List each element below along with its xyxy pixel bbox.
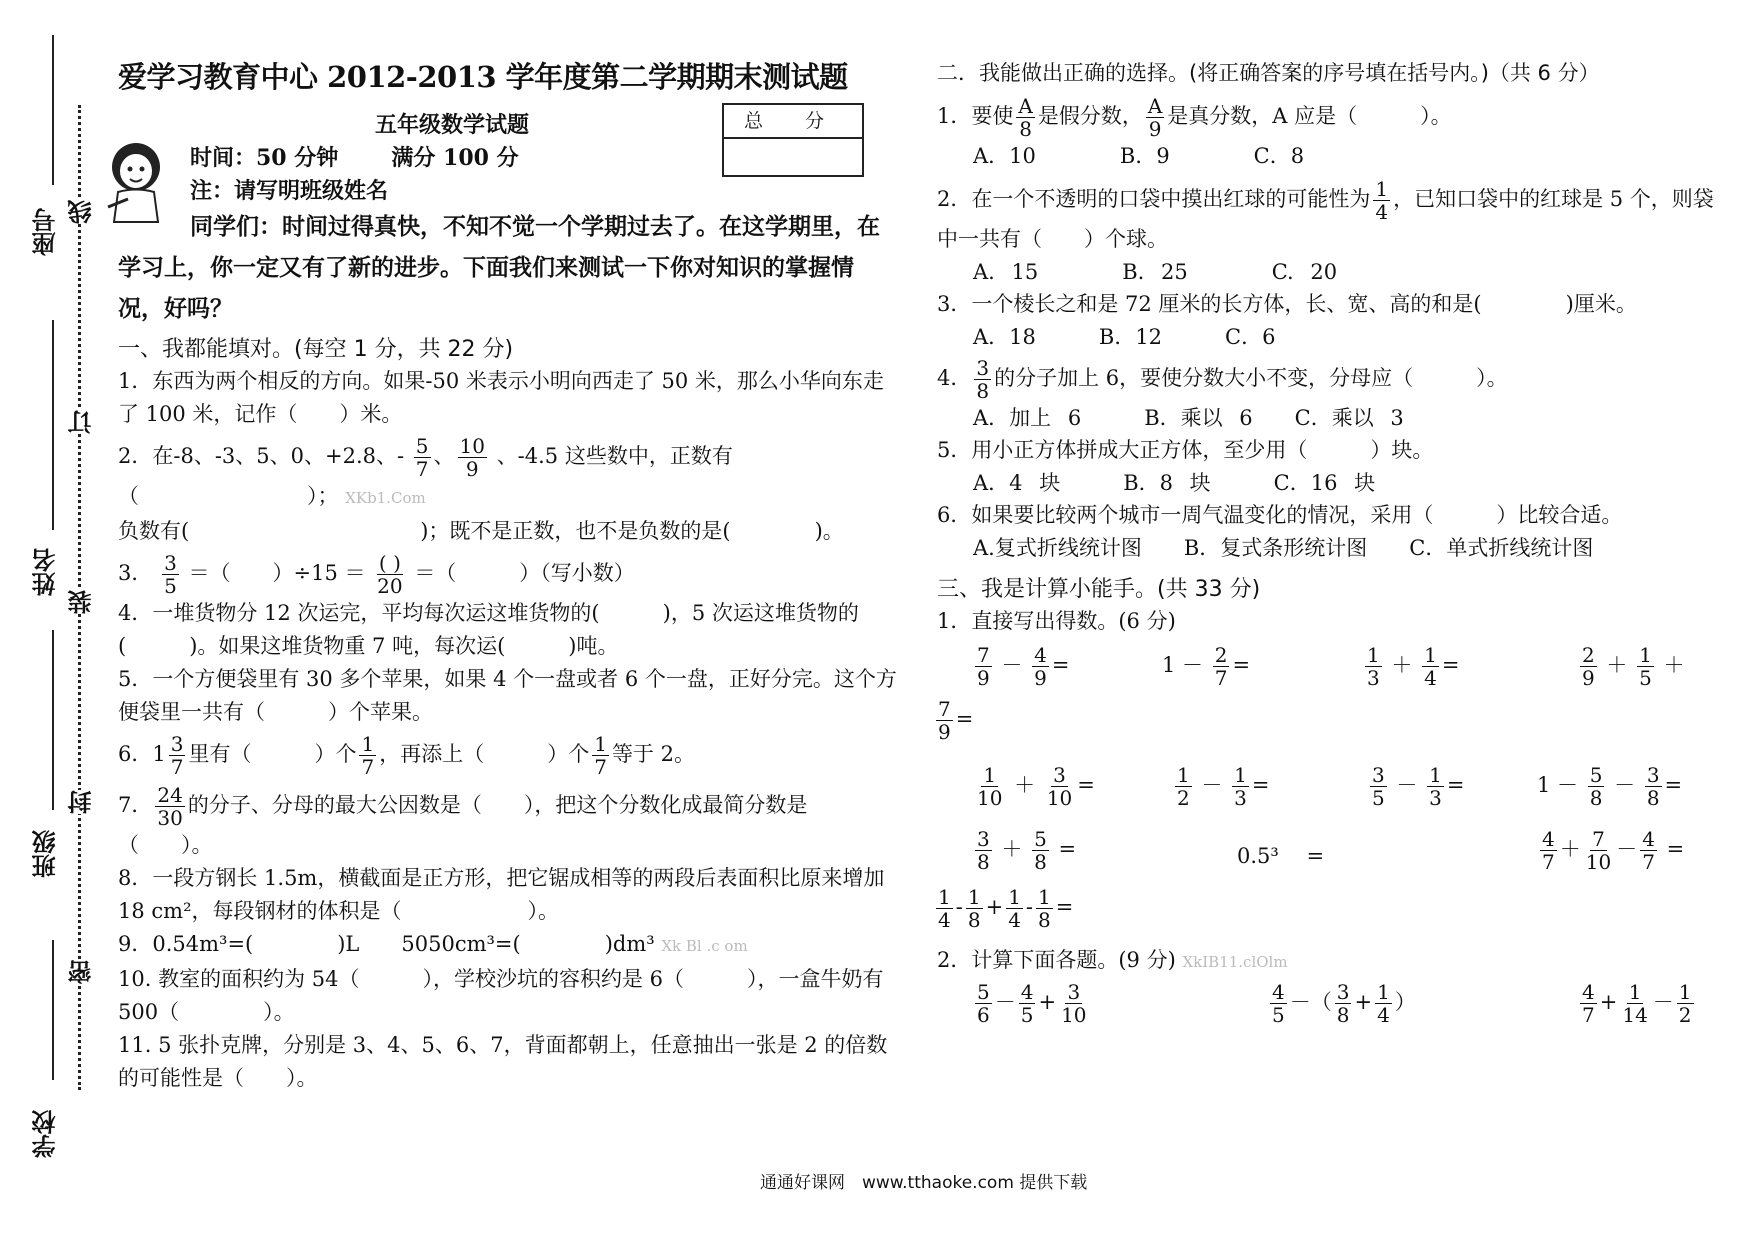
s1-q7 [118,784,898,862]
s1-q6 [118,733,898,778]
exam-subtitle: 五年级数学试题 [375,112,530,138]
s2-q1 [937,95,1727,140]
binding-line [52,630,54,810]
calc-item: 0.5³ = [1237,844,1325,868]
calc-row [937,758,1727,822]
fraction: $\frac{3}{5}$ [164,551,177,598]
s1-q2-negatives: 负数有( )；既不是正数，也不是负数的是( )。 [118,519,844,543]
s2-q2 [937,178,1727,256]
bind-char-seal: 封 [64,790,94,814]
total-score-box [722,103,864,177]
school-label: 学校 [32,1110,60,1158]
s1-q6-text: 6．1 [118,742,166,766]
binding-line [52,35,54,185]
calc-item: $\frac{3}{8}$ ＋ $\frac{5}{8}$ = [977,827,1077,874]
fraction: $\frac{10}{9}$ [459,434,485,481]
exam-title: 爱学习教育中心 2012-2013 学年度第二学期期末测试题 [118,60,848,94]
bind-char-line: 线 [64,200,94,224]
calc-item: 1 － $\frac{5}{8}$ － $\frac{3}{8}$ = [1537,763,1683,810]
exam-full-score: 满分 100 分 [391,145,519,171]
s2-q4-text: 的分子加上 6，要使分数大小不变，分母应（ ）。 [994,366,1508,390]
s1-q8: 8．一段方钢长 1.5m，横截面是正方形，把它锯成相等的两段后表面积比原来增加 18 cm²，每段钢材的体积是（ ）。 [118,866,885,923]
intro-paragraph: 同学们：时间过得真快，不知不觉一个学期过去了。在这学期里，在学习上，你一定又有了新的进步。下面我们来测试一下你对知识的掌握情况，好吗？ [118,214,880,322]
student-cartoon-icon [98,137,176,227]
calc-item: $\frac{1}{3}$ ＋ $\frac{1}{4}$ = [1367,643,1460,690]
s2-q4-options: A．加上 6 B．乘以 6 C．乘以 3 [973,406,1404,430]
calc-item: $\frac{1}{2}$ － $\frac{1}{3}$ = [1177,763,1270,810]
exam-time: 时间：50 分钟 [190,145,339,171]
s2-q4 [937,357,1727,402]
watermark: XkIB11.clOlm [1182,953,1288,971]
s2-q1-text: 是真分数，A 应是（ ）。 [1167,104,1452,128]
s2-q6: 6．如果要比较两个城市一周气温变化的情况，采用（ ）比较合适。 [937,503,1623,527]
exam-note: 注：请写明班级姓名 [190,178,389,204]
calc-row [937,979,1727,1043]
s1-q7-text: 的分子、分母的最大公因数是（ ），把这个分数化成最简分数是（ ）。 [118,793,808,857]
calc-item: $\frac{7}{9}$ － $\frac{4}{9}$ = [977,643,1070,690]
s2-q2-options: A. 15 B. 25 C. 20 [973,260,1338,284]
fraction: $\frac{( )}{20}$ [377,551,403,598]
calc-row [937,697,1727,758]
binding-line [52,940,54,1080]
s1-q6-text: 里有（ ）个 [188,742,357,766]
s1-q5: 5．一个方便袋里有 30 多个苹果，如果 4 个一盘或者 6 个一盘，正好分完。这个方便袋里一共有（ ）个苹果。 [118,667,897,724]
fraction: $\frac{3}{8}$ [976,356,990,403]
page-footer: 通通好课网 www.tthaoke.com 提供下载 [760,1173,1088,1193]
section1-title: 一、我都能填对。(每空 1 分，共 22 分) [118,337,514,362]
s1-q10: 10. 教室的面积约为 54（ ），学校沙坑的容积约是 6（ ），一盒牛奶有 500（ ）。 [118,967,884,1024]
s2-q4-text: 4． [937,366,972,390]
section2-title: 二．我能做出正确的选择。(将正确答案的序号填在括号内。)（共 6 分） [937,61,1600,85]
s2-q1-text: 是假分数， [1037,104,1143,128]
s1-q9-text: 9．0.54m³=( )L 5050cm³=( )dm³ [118,932,655,956]
calc-item: $\frac{4}{5}$ －（ $\frac{3}{8}$ + $\frac{1}{4}$ ） [1272,980,1416,1027]
s1-q6-text: 等于 2。 [611,742,695,766]
seat-label: 座号 [32,208,60,256]
left-column [118,55,898,1095]
calc-row [937,886,1727,944]
s3-part2-text: 2．计算下面各题。(9 分) [937,948,1176,972]
name-label: 姓名 [32,548,60,596]
s2-q6-options: A.复式折线统计图 B．复式条形统计图 C．单式折线统计图 [973,536,1594,560]
bind-char-secret: 密 [64,960,94,984]
watermark: Xk Bl .c om [661,937,748,955]
s1-q4: 4．一堆货物分 12 次运完，平均每次运这堆货物的( )，5 次运这堆货物的( )。如果这堆货物重 7 吨，每次运( )吨。 [118,601,859,658]
s1-q2-positive-blank: （ ）； [118,484,339,508]
s2-q1-options: A．10 B．9 C．8 [973,144,1305,168]
s1-q11: 11. 5 张扑克牌，分别是 3、4、5、6、7，背面都朝上，任意抽出一张是 2 的倍数的可能性是（ ）。 [118,1033,888,1090]
s1-q3-text: ＝（ ）÷15 ＝ [188,561,366,585]
right-column [937,55,1727,1043]
s2-q3-options: A．18 B．12 C．6 [973,325,1276,349]
s2-q5-options: A．4 块 B．8 块 C．16 块 [973,471,1376,495]
watermark: XKb1.Com [345,489,426,507]
s2-q1-text: 1．要使 [937,104,1014,128]
s1-q1: 1．东西为两个相反的方向。如果-50 米表示小明向西走了 50 米，那么小华向东走了 100 米，记作（ ）米。 [118,369,884,426]
section3-title: 三、我是计算小能手。(共 33 分) [937,577,1261,602]
fraction: $\frac{1}{7}$ [594,732,607,779]
bind-char-order: 订 [64,410,94,434]
s2-q5: 5．用小正方体拼成大正方体，至少用（ ）块。 [937,438,1434,462]
s1-q3 [118,552,898,597]
s1-q2-text: 、-4.5 这些数中，正数有 [496,444,733,468]
fraction: $\frac{5}{7}$ [415,434,429,481]
s1-q2-blank [118,480,898,515]
class-label: 班级 [32,830,60,878]
binding-line [52,320,54,530]
s3-part2 [937,944,1727,979]
calc-item: $\frac{5}{6}$ － $\frac{4}{5}$ + $\frac{3}{10}$ [977,980,1087,1027]
calc-item: $\frac{4}{7}$ + $\frac{1}{14}$ － $\frac{1}{2}$ [1582,980,1692,1027]
calc-item: $\frac{7}{9}$ = [938,697,974,744]
s1-q2: 2．在-8、-3、5、0、+2.8、- $\frac{5}{7}$ 、 $\frac{10}{9}$ 、-4.5 这些数中，正数有 [118,434,733,481]
fraction: $\frac{1}{4}$ [1375,177,1389,224]
binding-sidebar [0,0,95,1240]
fraction: $\frac{24}{30}$ [157,783,183,830]
s1-q2-text: 2．在-8、-3、5、0、+2.8、- [118,444,405,468]
bind-char-pack: 装 [64,590,94,614]
fraction: $\frac{A}{8}$ [1018,94,1033,141]
s2-q2-text: 2．在一个不透明的口袋中摸出红球的可能性为 [937,187,1371,211]
calc-item: $\frac{1}{10}$ ＋ $\frac{3}{10}$ = [977,763,1095,810]
calc-item: $\frac{2}{9}$ ＋ $\frac{1}{5}$ ＋ [1582,643,1685,690]
calc-item: $\frac{4}{7}$ ＋ $\frac{7}{10}$ － $\frac{4}{7}$ = [1542,827,1685,874]
s2-q3: 3．一个棱长之和是 72 厘米的长方体，长、宽、高的和是( )厘米。 [937,292,1637,316]
calc-item: $\frac{3}{5}$ － $\frac{1}{3}$ = [1372,763,1465,810]
fraction: $\frac{1}{7}$ [361,732,375,779]
fraction: $\frac{A}{9}$ [1147,94,1163,141]
s3-part1: 1．直接写出得数。(6 分) [937,609,1176,633]
s2-q2-text: ，已知口袋中的红球是 5 个，则袋中一共有（ ）个球。 [937,187,1714,251]
s1-q3-text: 3． [118,561,153,585]
s1-q6-text: ，再添上（ ）个 [379,742,590,766]
calc-item: $\frac{1}{4}$ - $\frac{1}{8}$ + $\frac{1}{4}$ - $\frac{1}{8}$ = [938,885,1074,932]
s1-q3-text: ＝（ ）（写小数） [414,561,635,585]
s1-q7-text: 7． [118,793,153,817]
calc-item: 1 － $\frac{2}{7}$ = [1162,643,1251,690]
s1-q9 [118,928,898,963]
total-score-label: 总 分 [724,105,862,139]
calc-row [937,638,1727,702]
fraction: $\frac{3}{7}$ [170,732,184,779]
calc-row [937,822,1727,886]
